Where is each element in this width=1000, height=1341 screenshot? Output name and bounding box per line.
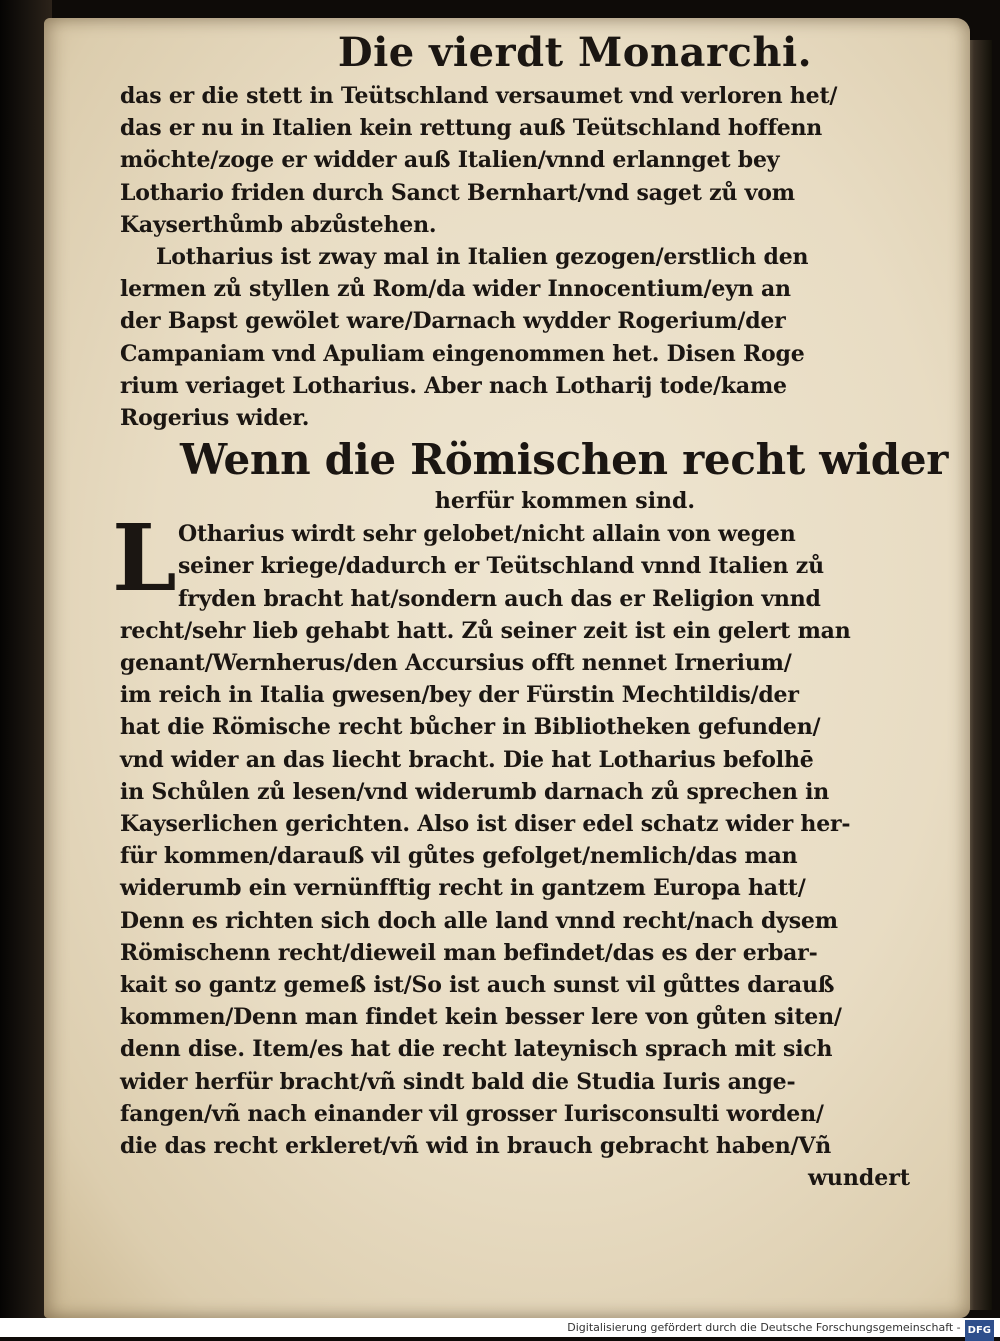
text-line: denn dise. Item/es hat die recht lateynisch sprach mit sich bbox=[120, 1036, 833, 1063]
footer-credit: Digitalisierung gefördert durch die Deutsche Forschungsgemeinschaft - bbox=[567, 1321, 961, 1334]
text-line: rium veriaget Lotharius. Aber nach Lotharij tode/kame bbox=[120, 372, 787, 399]
paragraph-2 bbox=[120, 241, 950, 434]
text-line: Campaniam vnd Apuliam eingenommen het. Disen Roge bbox=[120, 340, 805, 367]
text-line: wider herfür bracht/vñ sindt bald die Studia Iuris ange- bbox=[120, 1068, 796, 1095]
drop-cap: L bbox=[112, 504, 177, 613]
text-line: Lothario friden durch Sanct Bernhart/vnd saget zů vom bbox=[120, 179, 795, 206]
catchword: wundert bbox=[807, 1165, 910, 1192]
text-line: seiner kriege/dadurch er Teütschland vnnd Italien zů bbox=[178, 553, 824, 580]
text-line: die das recht erkleret/vñ wid in brauch gebracht haben/Vñ bbox=[120, 1133, 832, 1160]
text-line: widerumb ein vernünfftig recht in gantzem Europa hatt/ bbox=[120, 875, 806, 902]
text-line: im reich in Italia gwesen/bey der Fürstin Mechtildis/der bbox=[120, 682, 799, 709]
text-line: Denn es richten sich doch alle land vnnd recht/nach dysem bbox=[120, 907, 838, 934]
digitization-footer bbox=[0, 1318, 1000, 1337]
text-line: kommen/Denn man findet kein besser lere von gůten siten/ bbox=[120, 1004, 842, 1031]
text-line: möchte/zoge er widder auß Italien/vnnd erlannget bey bbox=[120, 147, 780, 174]
text-line: Kayserlichen gerichten. Also ist diser edel schatz wider her- bbox=[120, 811, 851, 838]
text-line: lermen zů styllen zů Rom/da wider Innocentium/eyn an bbox=[120, 276, 791, 303]
text-line: Römischenn recht/dieweil man befindet/das es der erbar- bbox=[120, 939, 818, 966]
paragraph-1 bbox=[120, 80, 950, 241]
text-line: genant/Wernherus/den Accursius offt nennet Irnerium/ bbox=[120, 650, 792, 677]
paragraph-3 bbox=[112, 504, 950, 1162]
text-line: hat die Römische recht bůcher in Bibliotheken gefunden/ bbox=[120, 714, 821, 741]
text-line: das er die stett in Teütschland versaumet vnd verloren het/ bbox=[120, 83, 838, 109]
text-line: Rogerius wider. bbox=[120, 405, 310, 432]
text-line: fryden bracht hat/sondern auch das er Religion vnnd bbox=[178, 585, 821, 612]
text-line: Otharius wirdt sehr gelobet/nicht allain von wegen bbox=[178, 521, 796, 548]
text-line: Lotharius ist zway mal in Italien gezogen/erstlich den bbox=[156, 244, 809, 271]
text-line: kait so gantz gemeß ist/So ist auch sunst vil gůttes darauß bbox=[120, 972, 835, 999]
text-line: Kayserthůmb abzůstehen. bbox=[120, 211, 437, 238]
text-line: recht/sehr lieb gehabt hatt. Zů seiner zeit ist ein gelert man bbox=[120, 617, 851, 644]
page-text bbox=[112, 28, 950, 1194]
text-line: für kommen/darauß vil gůtes gefolget/nemlich/das man bbox=[120, 843, 798, 870]
text-line: fangen/vñ nach einander vil grosser Iurisconsulti worden/ bbox=[120, 1100, 824, 1127]
text-line: das er nu in Italien kein rettung auß Teütschland hoffenn bbox=[120, 115, 823, 142]
text-line: der Bapst gewölet ware/Darnach wydder Rogerium/der bbox=[120, 308, 786, 335]
dfg-logo-icon: DFG bbox=[965, 1320, 994, 1341]
section-heading: Wenn die Römischen recht wider bbox=[180, 435, 949, 485]
running-head: Die vierdt Monarchi. bbox=[337, 29, 813, 76]
text-line: vnd wider an das liecht bracht. Die hat Lotharius befolhē bbox=[120, 746, 814, 773]
text-line: in Schůlen zů lesen/vnd widerumb darnach zů sprechen in bbox=[120, 778, 830, 805]
section-subheading: herfür kommen sind. bbox=[434, 488, 696, 515]
